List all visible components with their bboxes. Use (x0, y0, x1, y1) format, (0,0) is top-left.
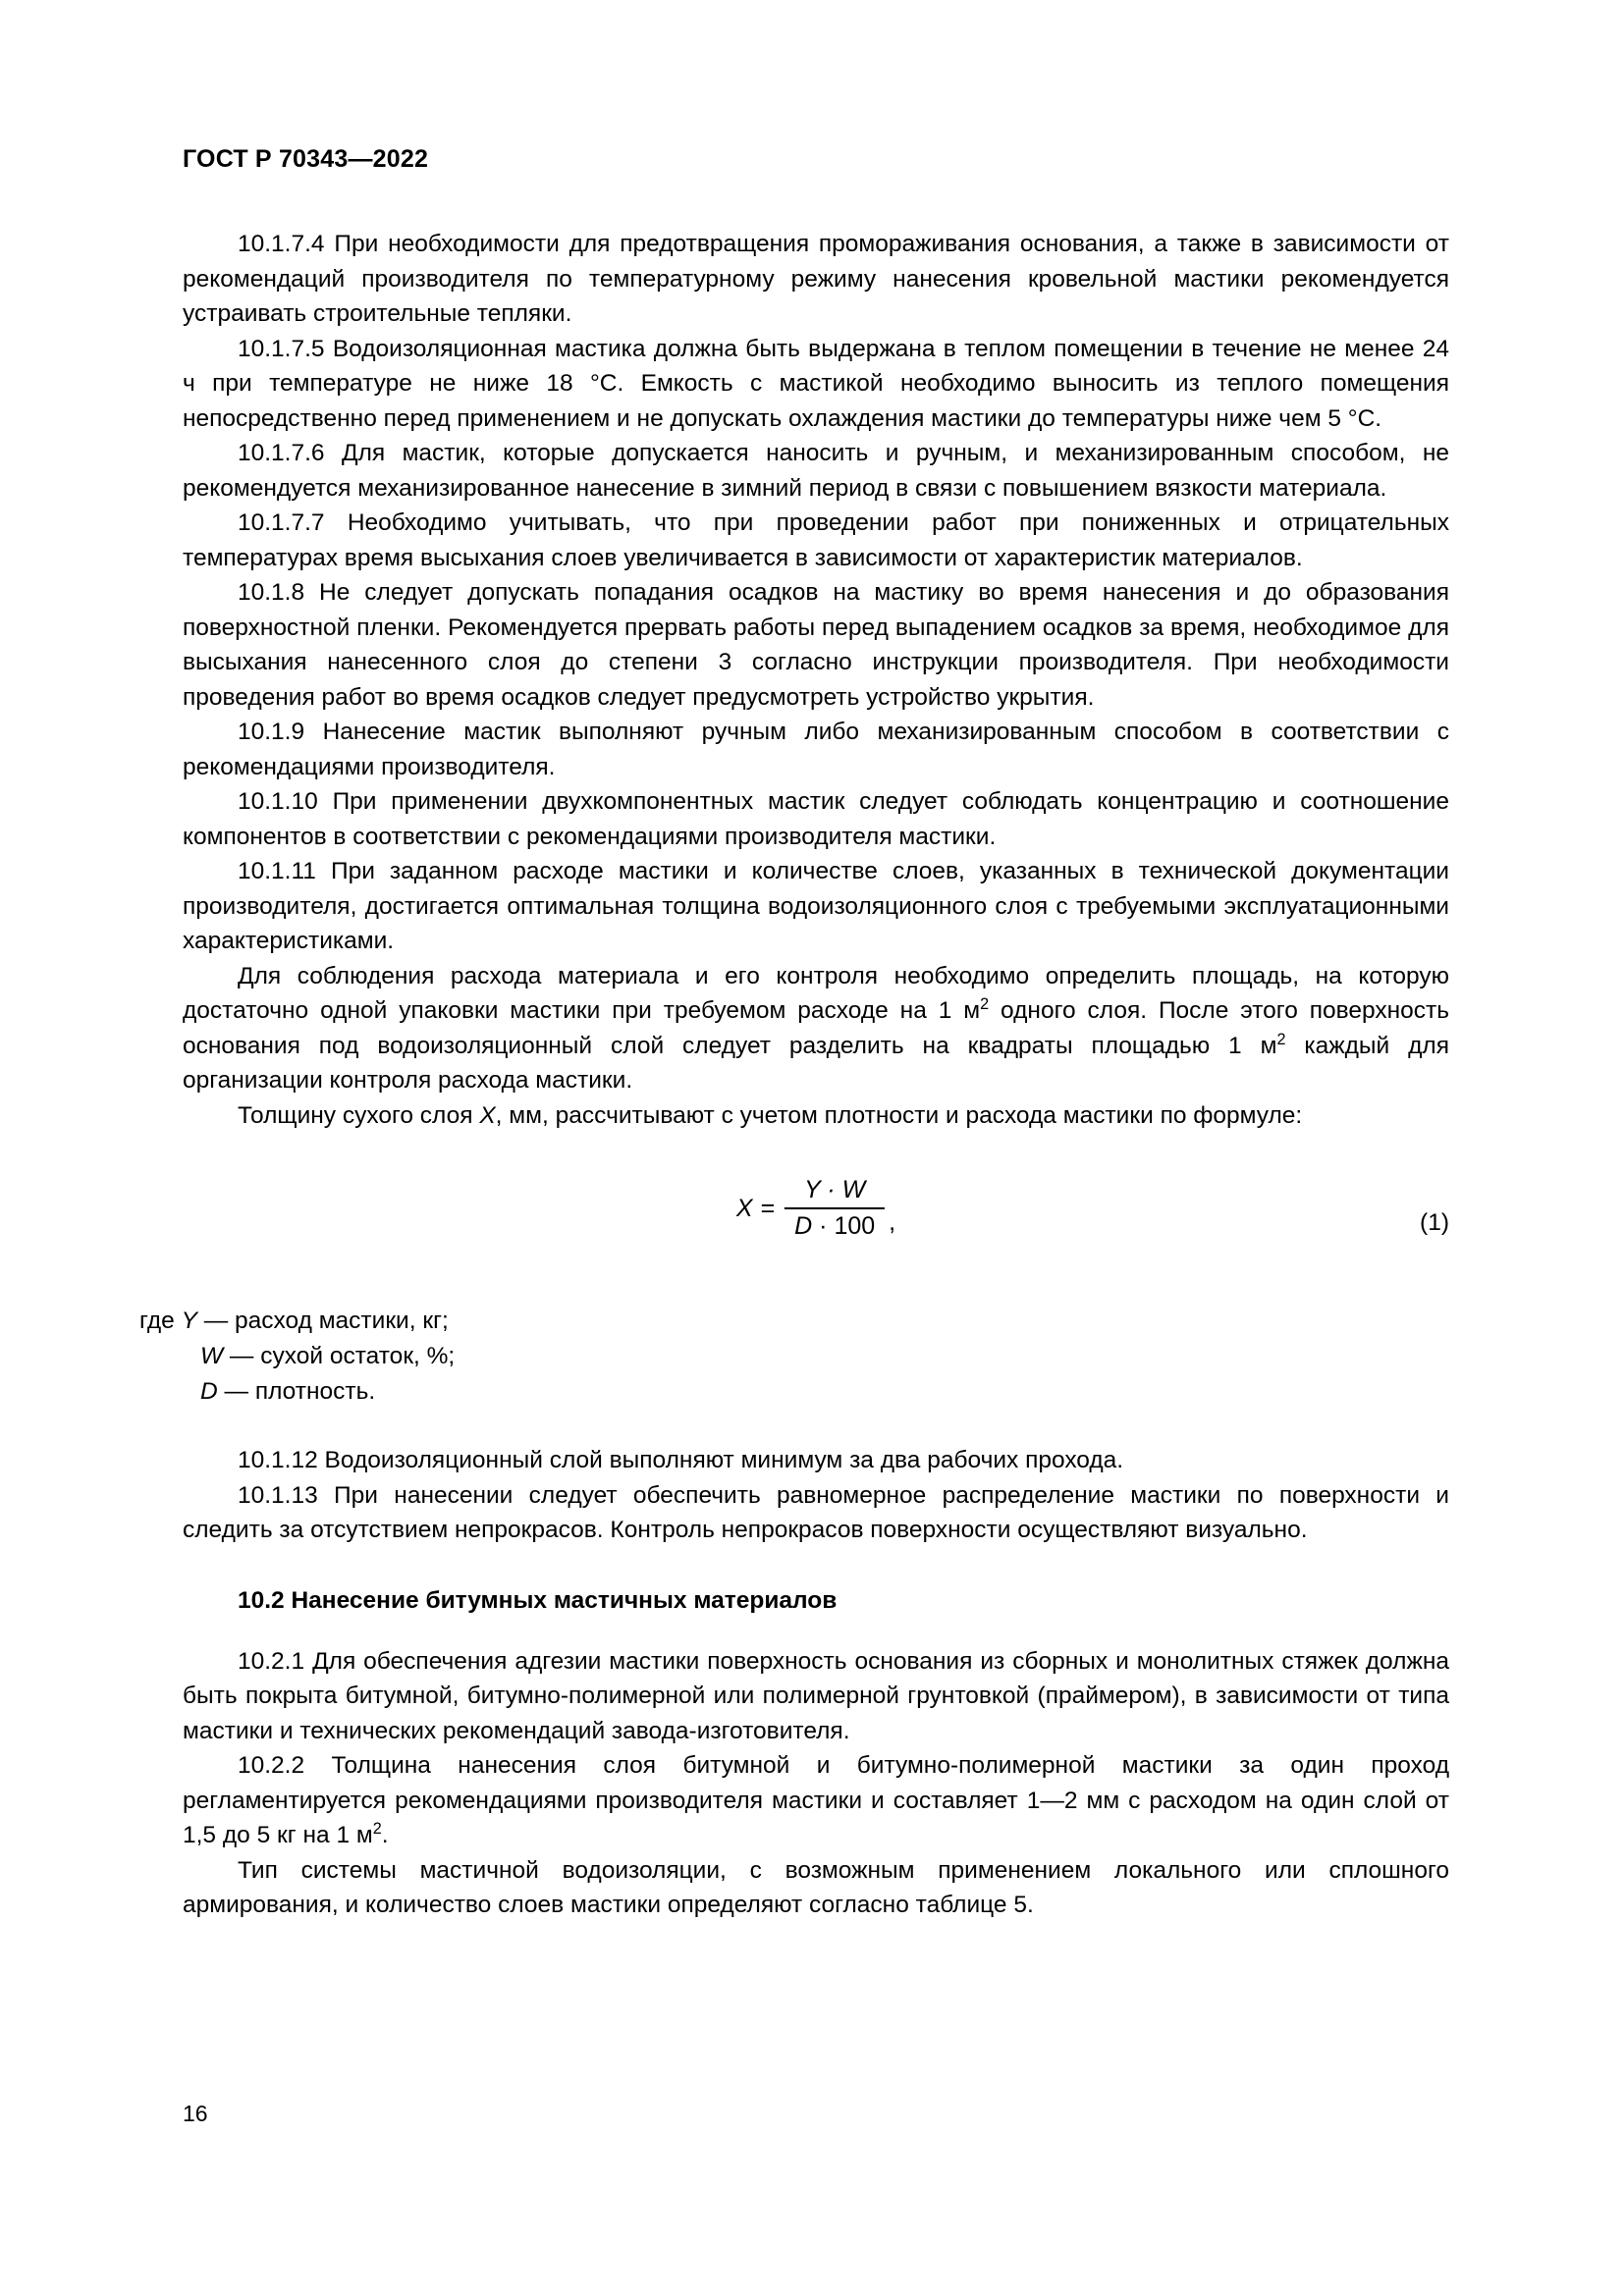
formula-fraction (785, 1176, 885, 1241)
paragraph-10-1-13: 10.1.13 При нанесении следует обеспечить равномерное распределение мастики по поверхности и следить за отсутствием непрокрасов. Контроль непрокрасов поверхности осуществляют визуально. (183, 1481, 1449, 1543)
formula-intro-after: , мм, рассчитывают с учетом плотности и расхода мастики по формуле: (495, 1101, 1303, 1129)
legend-symbol-d: D (200, 1378, 218, 1405)
paragraph-10-1-12: 10.1.12 Водоизоляционный слой выполняют минимум за два рабочих прохода. (238, 1447, 1124, 1473)
paragraph-10-1-7-5: 10.1.7.5 Водоизоляционная мастика должна быть выдержана в теплом помещении в течение не менее 24 ч при температуре не ниже 18 °С. Емкость с мастикой необходимо выносить из теплого помещения непосредственно перед применением и не допускать охлаждения мастики до температуры ниже чем 5 °С. (183, 335, 1449, 432)
area-suffix: каждый для организации контроля расхода мастики. (183, 1032, 1449, 1094)
thickness-prefix: 10.2.2 Толщина нанесения слоя битумной и битумно-полимерной мастики за один проход регламентируется рекомендациями производителя мастики и составляет 1—2 мм с расходом на один слой от 1,5 до 5 кг на 1 м (183, 1752, 1449, 1848)
formula-legend (139, 1304, 1449, 1410)
paragraph-10-1-7-4: 10.1.7.4 При необходимости для предотвращения промораживания основания, а также в зависимости от рекомендаций производителя по температурному режиму нанесения кровельной мастики рекомендуется устраивать строительные тепляки. (183, 231, 1449, 327)
formula-intro-symbol: X (479, 1101, 496, 1129)
formula-denominator-var: D (794, 1212, 813, 1240)
paragraph-formula-intro (183, 1098, 1449, 1134)
legend-line-3 (200, 1374, 1449, 1410)
paragraph-10-1-11: 10.1.11 При заданном расходе мастики и количестве слоев, указанных в технической документации производителя, достигается оптимальная толщина водоизоляционного слоя с требуемыми эксплуатационными характеристиками. (183, 858, 1449, 954)
formula-block (183, 1168, 1449, 1276)
paragraph-10-1-7-6: 10.1.7.6 Для мастик, которые допускается наносить и ручным, и механизированным способом, не рекомендуется механизированное нанесение в зимний период в связи с повышением вязкости материала. (183, 440, 1449, 502)
area-sup-2: 2 (1276, 1030, 1286, 1048)
formula-lhs: X (735, 1194, 753, 1222)
thickness-suffix: . (381, 1822, 389, 1848)
paragraph-area-control (183, 959, 1449, 1098)
legend-text-w: — сухой остаток, %; (223, 1343, 456, 1369)
formula-numerator: Y · W (804, 1176, 866, 1203)
legend-label: где (139, 1308, 182, 1334)
paragraph-10-1-8: 10.1.8 Не следует допускать попадания осадков на мастику во время нанесения и до образования поверхностной пленки. Рекомендуется прервать работы перед выпадением осадков за время, необходимое для высыхания нанесенного слоя до степени 3 согласно инструкции производителя. При необходимости проведения работ во время осадков следует предусмотреть устройство укрытия. (183, 579, 1449, 711)
page-number: 16 (183, 2101, 208, 2126)
formula-intro-before: Толщину сухого слоя (238, 1101, 480, 1129)
thickness-sup: 2 (372, 1819, 382, 1838)
paragraph-10-1-10: 10.1.10 При применении двухкомпонентных мастик следует соблюдать концентрацию и соотношение компонентов в соответствии с рекомендациями производителя мастики. (183, 788, 1449, 850)
formula-comma: , (889, 1208, 896, 1236)
paragraph-10-2-2 (183, 1748, 1449, 1853)
formula-denominator (785, 1209, 885, 1241)
legend-symbol-w: W (200, 1343, 224, 1369)
legend-line-2 (200, 1339, 1449, 1374)
page-content (139, 145, 1449, 1923)
paragraph-10-1-7-7: 10.1.7.7 Необходимо учитывать, что при проведении работ при пониженных и отрицательных температурах время высыхания слоев увеличивается в зависимости от характеристик материалов. (183, 509, 1449, 571)
legend-line-1 (139, 1304, 1449, 1339)
document-header: ГОСТ Р 70343—2022 (183, 145, 429, 173)
area-prefix: Для соблюдения расхода материала и его контроля необходимо определить площадь, на которую достаточно одной упаковки мастики при требуемом расходе на 1 м (183, 962, 1449, 1024)
legend-text-y: — расход мастики, кг; (196, 1308, 449, 1334)
area-sup-1: 2 (980, 994, 990, 1013)
formula-denominator-rest: · 100 (812, 1212, 876, 1240)
formula-equals: = (760, 1194, 776, 1222)
paragraph-10-1-9: 10.1.9 Нанесение мастик выполняют ручным либо механизированным способом в соответствии с рекомендациями производителя. (183, 719, 1449, 780)
section-heading-10-2: 10.2 Нанесение битумных мастичных материалов (238, 1586, 838, 1614)
formula-number: (1) (1420, 1209, 1449, 1236)
legend-symbol-y: Y (181, 1308, 197, 1334)
formula-expression (736, 1176, 895, 1241)
paragraph-system-type: Тип системы мастичной водоизоляции, с возможным применением локального или сплошного армирования, и количество слоев мастики определяют согласно таблице 5. (183, 1856, 1449, 1918)
paragraph-10-2-1: 10.2.1 Для обеспечения адгезии мастики поверхность основания из сборных и монолитных стяжек должна быть покрыта битумной, битумно-полимерной или полимерной грунтовкой (праймером), в зависимости от типа мастики и технических рекомендаций завода-изготовителя. (183, 1647, 1449, 1744)
area-middle: одного слоя. После этого поверхность основания под водоизоляционный слой следует разделить на квадраты площадью 1 м (183, 997, 1449, 1059)
legend-text-d: — плотность. (217, 1378, 376, 1405)
